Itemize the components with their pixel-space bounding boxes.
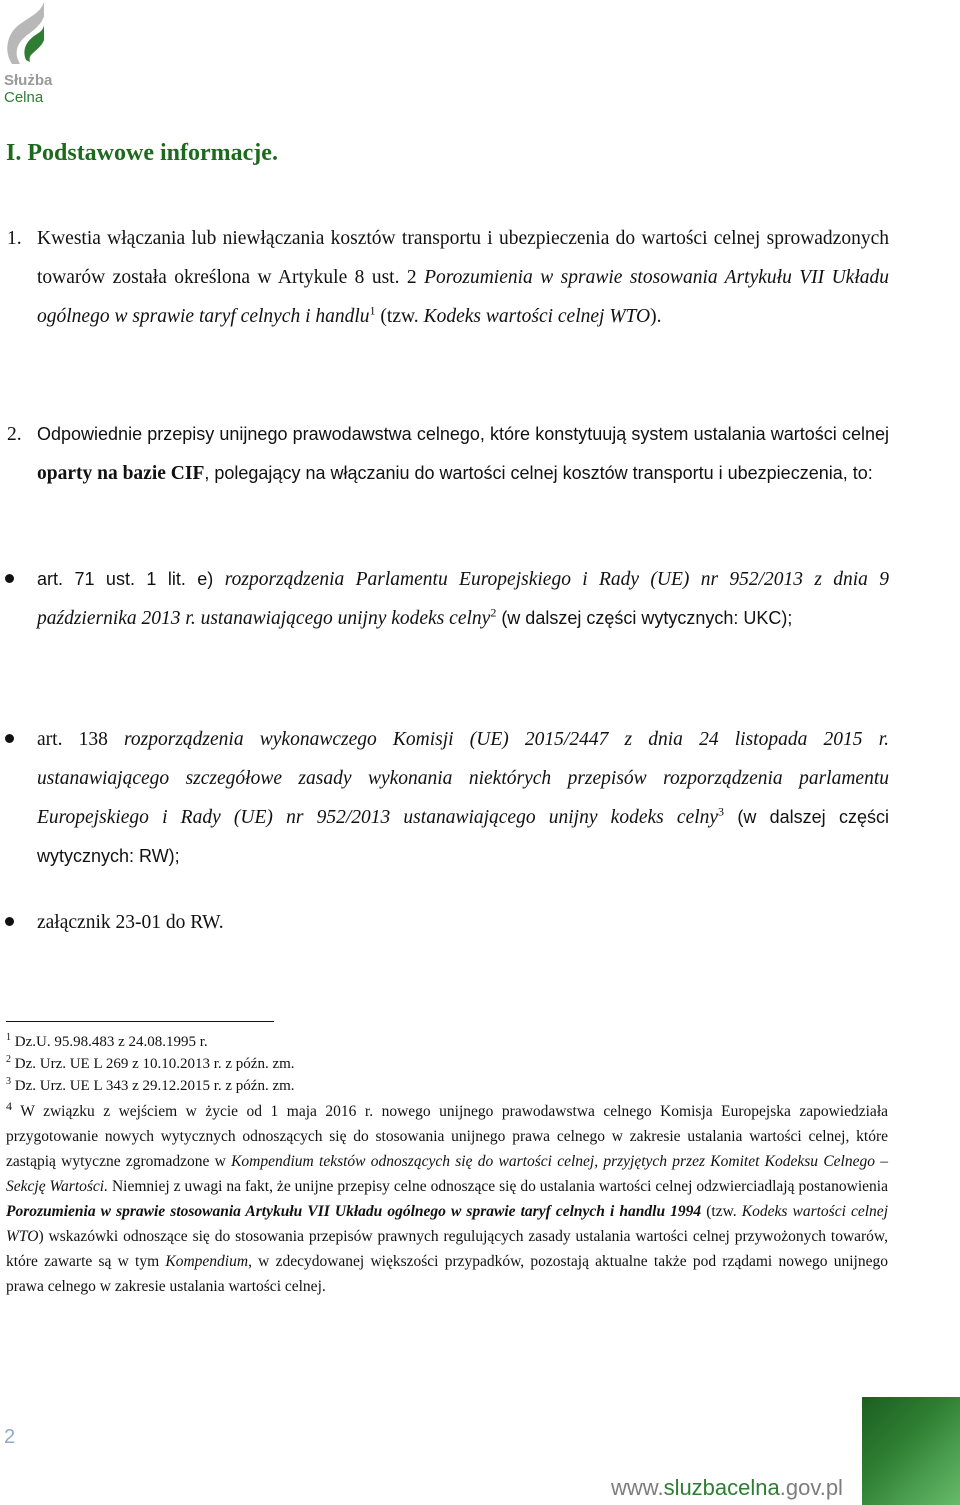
section-heading: I. Podstawowe informacje. <box>6 140 278 166</box>
brand-square <box>862 1397 960 1505</box>
footnote-marker: 4 <box>6 1098 12 1113</box>
paragraph-text: , polegający na włączaniu do wartości celnej kosztów transportu i ubezpieczenia, to: <box>204 463 873 483</box>
footnote-3 <box>6 1075 295 1097</box>
footnote-text: Dz.U. 95.98.483 z 24.08.1995 r. <box>11 1034 208 1050</box>
bullet-text: załącznik 23-01 do RW. <box>37 912 224 933</box>
bullet-item-1 <box>37 560 889 638</box>
footnote-1 <box>6 1031 208 1053</box>
paragraph-number: 2. <box>7 424 22 445</box>
footnote-italic-text: Kodeks wartości celnej WTO <box>6 1203 888 1245</box>
paragraph-text: ). <box>650 306 662 327</box>
footnote-text: Niemniej z uwagi na fakt, że unijne przepisy celne odnoszące się do ustalania wartości celnej odzwierciadlają postanowienia <box>107 1178 888 1195</box>
footnote-4 <box>6 1099 888 1299</box>
footnote-italic-text: Kompendium <box>165 1253 249 1270</box>
paragraph-italic-text: Kodeks wartości celnej WTO <box>423 306 651 327</box>
bullet-item-3 <box>37 903 889 942</box>
url-suffix: .gov.pl <box>779 1475 843 1500</box>
paragraph-text: Kwestia włączania lub niewłączania kosztów transportu i ubezpieczenia do wartości celnej sprowadzonych towarów została określona w Artykule 8 ust. 2 <box>37 228 889 288</box>
bullet-dot-icon <box>5 734 14 743</box>
bullet-italic-text: rozporządzenia wykonawczego Komisji (UE) 2015/2447 z dnia 24 listopada 2015 r. ustanawiającego szczegółowe zasady wykonania niektórych przepisów rozporządzenia parlamentu Europejskiego i Rady (UE) nr 952/2013 ustanawiającego unijny kodeks celny <box>37 729 889 828</box>
bullet-italic-text: rozporządzenia Parlamentu Europejskiego i Rady (UE) nr 952/2013 z dnia 9 października 2013 r. ustanawiającego unijny kodeks celny <box>37 569 890 629</box>
bullet-text: (w dalszej części wytycznych: UKC); <box>496 608 793 628</box>
paragraph-2 <box>7 415 889 493</box>
footnote-ref[interactable]: 2 <box>490 605 497 620</box>
url-prefix: www. <box>611 1475 664 1500</box>
bullet-dot-icon <box>5 574 14 583</box>
footnote-marker: 2 <box>6 1054 11 1065</box>
paragraph-1 <box>7 219 889 336</box>
page-number: 2 <box>4 1426 16 1448</box>
logo-text <box>4 72 52 106</box>
logo-line-1: Służba <box>4 72 53 89</box>
footnote-text: (tzw. <box>701 1203 742 1220</box>
bullet-item-2 <box>37 720 889 876</box>
bullet-text: art. 71 ust. 1 lit. e) <box>37 569 225 589</box>
footnote-marker: 3 <box>6 1076 11 1087</box>
footnote-separator <box>6 1021 274 1022</box>
paragraph-text: (tzw. <box>375 306 424 327</box>
paragraph-text: Odpowiednie przepisy unijnego prawodawstwa celnego, które konstytuują system ustalania wartości celnej <box>37 424 889 444</box>
footnote-italic-text: Kompendium tekstów odnoszących się do wartości celnej, przyjętych przez Komitet Kodeksu Celnego – Sekcję Wartości. <box>6 1153 888 1195</box>
paragraph-number: 1. <box>7 228 22 249</box>
footnote-text: ) wskazówki odnoszące się do stosowania przepisów prawnych regulujących zasady ustalania wartości celnej przywożonych towarów, które zawarte są w tym <box>6 1228 888 1270</box>
footnote-text: W związku z wejściem w życie od 1 maja 2016 r. nowego unijnego prawodawstwa celnego Komisja Europejska zapowiedziała przygotowanie nowych wytycznych odnoszących się do stosowania unijnego prawa celnego w zakresie ustalania wartości celnej, które zastąpią wytyczne zgromadzone w <box>6 1103 888 1170</box>
footnote-2 <box>6 1053 295 1075</box>
url-domain: sluzbacelna <box>663 1475 780 1500</box>
bullet-text: (w dalszej części wytycznych: RW); <box>37 807 889 866</box>
footnote-ref[interactable]: 1 <box>369 303 376 318</box>
footnote-text: Dz. Urz. UE L 269 z 10.10.2013 r. z późn. zm. <box>11 1056 295 1072</box>
footnote-text: , w zdecydowanej większości przypadków, pozostają aktualne także pod rządami nowego unijnego prawa celnego w zakresie ustalania wartości celnej. <box>6 1253 888 1295</box>
footnote-ref[interactable]: 3 <box>718 804 725 819</box>
footer-url-link[interactable] <box>611 1475 843 1501</box>
footnote-bold-italic-text: Porozumienia w sprawie stosowania Artykułu VII Układu ogólnego w sprawie taryf celnych i handlu 1994 <box>6 1203 702 1220</box>
bullet-dot-icon <box>5 917 14 926</box>
bullet-text: art. 138 <box>37 729 125 750</box>
paragraph-italic-text: Porozumienia w sprawie stosowania Artykułu VII Układu ogólnego w sprawie taryf celnych i handlu <box>37 267 889 327</box>
paragraph-bold-text: oparty na bazie CIF <box>37 463 205 484</box>
footnote-marker: 1 <box>6 1032 11 1043</box>
footnote-text: Dz. Urz. UE L 343 z 29.12.2015 r. z późn. zm. <box>11 1078 295 1094</box>
logo-line-2: Celna <box>4 89 44 106</box>
